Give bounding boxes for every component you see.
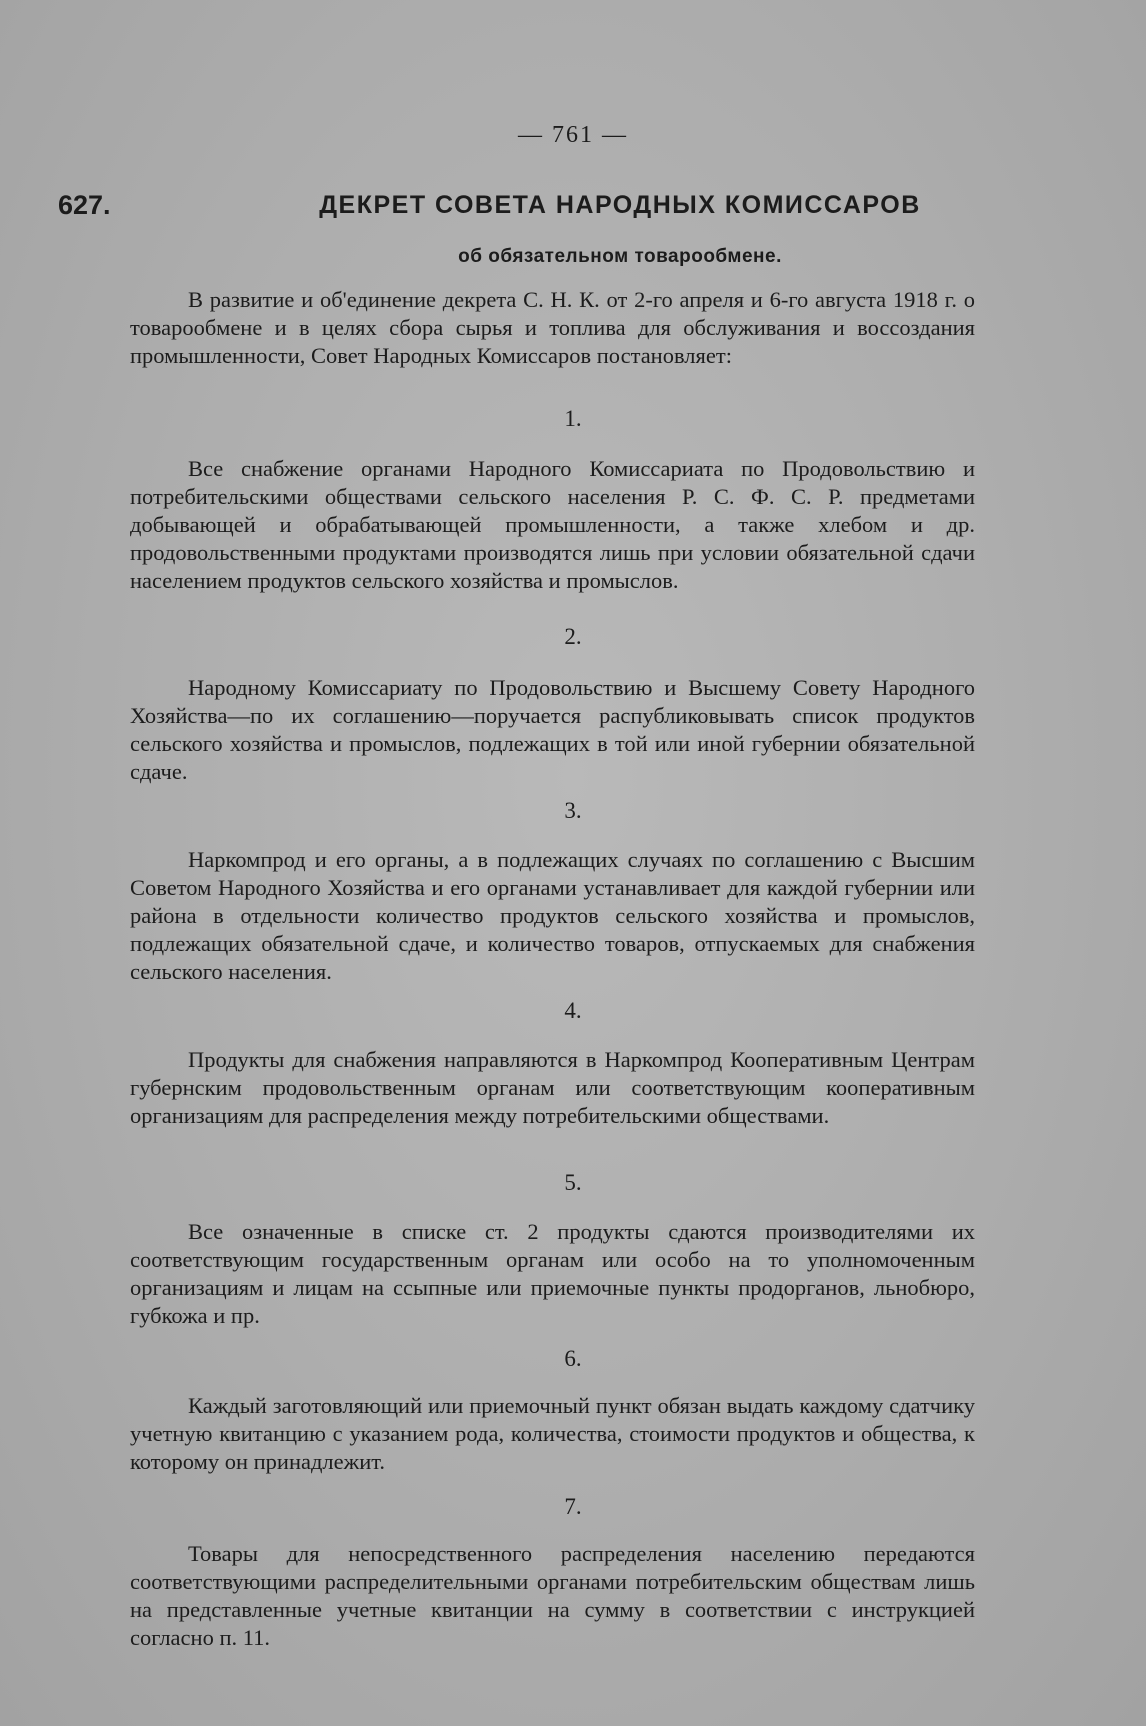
section-7 bbox=[130, 1540, 975, 1652]
section-number: 5. bbox=[564, 1170, 582, 1195]
section-text: Все снабжение органами Народного Комиссариата по Продовольствию и потребительскими обществами сельского населения Р. С. Ф. С. Р. предметами добывающей и обрабатывающей промышленности, а также хлебом и др. продовольственными продуктами производятся лишь при условии обязательной сдачи населением продуктов сельского хозяйства и промыслов. bbox=[130, 456, 975, 593]
section-1 bbox=[130, 455, 975, 595]
section-text: Каждый заготовляющий или приемочный пункт обязан выдать каждому сдатчику учетную квитанцию с указанием рода, количества, стоимости продуктов и общества, к которому он принадлежит. bbox=[130, 1393, 975, 1474]
section-number: 6. bbox=[564, 1346, 582, 1371]
section-number: 1. bbox=[564, 406, 582, 431]
section-text: Продукты для снабжения направляются в Наркомпрод Кооперативным Центрам губернским продовольственным органам или соответствующим кооперативным организациям для распределения между потребительскими обществами. bbox=[130, 1047, 975, 1128]
section-number: 3. bbox=[564, 798, 582, 823]
section-number: 7. bbox=[564, 1494, 582, 1519]
section-3 bbox=[130, 846, 975, 986]
document-subtitle: об обязательном товарообмене. bbox=[458, 246, 782, 267]
preamble bbox=[130, 286, 975, 370]
section-text: Народному Комиссариату по Продовольствию и Высшему Совету Народного Хозяйства—по их соглашению—поручается распубликовывать список продуктов сельского хозяйства и промыслов, подлежащих в той или иной губернии обязательной сдаче. bbox=[130, 675, 975, 784]
section-5 bbox=[130, 1218, 975, 1330]
document-number: 627. bbox=[58, 190, 111, 220]
section-2 bbox=[130, 674, 975, 786]
section-number: 4. bbox=[564, 998, 582, 1023]
section-text: Товары для непосредственного распределения населению передаются соответствующими распределительными органами потребительским обществам лишь на представленные учетные квитанции на сумму в соответствии с инструкцией согласно п. 11. bbox=[130, 1541, 975, 1650]
section-4 bbox=[130, 1046, 975, 1130]
section-6 bbox=[130, 1392, 975, 1476]
preamble-text: В развитие и об'единение декрета С. Н. К. от 2-го апреля и 6-го августа 1918 г. о товарообмене и в целях сбора сырья и топлива для обслуживания и воссоздания промышленности, Совет Народных Комиссаров постановляет: bbox=[130, 287, 975, 368]
page-number: — 761 — bbox=[518, 122, 628, 148]
document-title: ДЕКРЕТ СОВЕТА НАРОДНЫХ КОМИССАРОВ bbox=[319, 191, 921, 219]
section-text: Наркомпрод и его органы, а в подлежащих случаях по соглашению с Высшим Советом Народного Хозяйства и его органами устанавливает для каждой губернии или района в отдельности количество продуктов сельского хозяйства и промыслов, подлежащих обязательной сдаче, и количество товаров, отпускаемых для снабжения сельского населения. bbox=[130, 847, 975, 984]
section-text: Все означенные в списке ст. 2 продукты сдаются производителями их соответствующим государственным органам или особо на то уполномоченным организациям и лицам на ссыпные или приемочные пункты продорганов, льнобюро, губкожа и пр. bbox=[130, 1219, 975, 1328]
section-number: 2. bbox=[564, 624, 582, 649]
